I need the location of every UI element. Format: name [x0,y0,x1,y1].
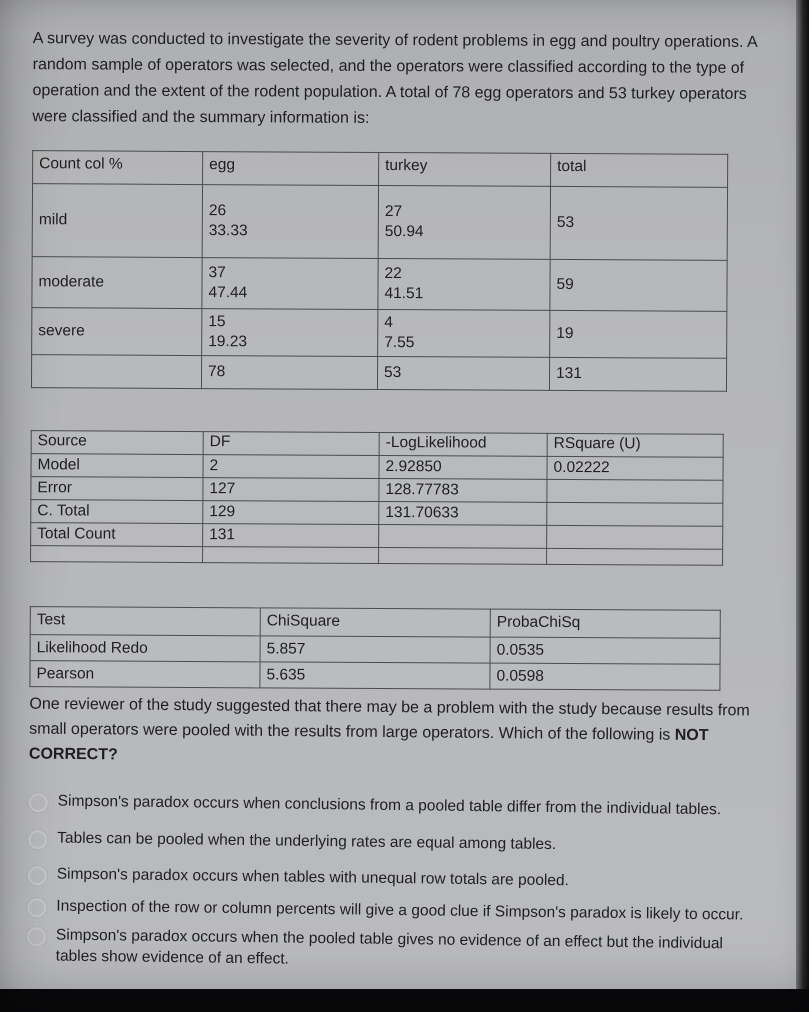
cell: Pearson [30,661,260,688]
cell [379,524,547,548]
cell [378,258,550,310]
count-value: 26 [208,202,227,220]
cell [378,185,550,259]
col-header: turkey [379,152,551,186]
cell [547,525,723,549]
count-value: 27 [384,203,403,221]
table-row [30,635,720,665]
screen-edge-right [796,0,809,1012]
col-header: ProbaChiSq [490,609,720,638]
cell [547,502,723,526]
table-header-row [33,151,728,188]
cell: 5.857 [260,636,490,663]
row-label [31,355,201,389]
cell: 59 [550,259,727,311]
table-row [32,257,727,312]
colpct-value: 47.44 [208,284,248,302]
colpct-value: 33.33 [208,222,248,240]
table-row [31,355,726,392]
cell [547,479,723,503]
table-row [30,661,720,691]
row-label: mild [32,184,202,258]
cell: 131 [549,357,726,391]
answer-option[interactable] [27,924,752,975]
row-label: moderate [32,257,202,309]
cell: 2.92850 [379,455,547,479]
cell: 2 [203,455,379,479]
table-header-row [30,607,720,639]
radio-button[interactable] [27,898,46,917]
col-header: Source [31,431,203,455]
colpct-value: 41.51 [384,285,424,303]
cell: Total Count [31,523,203,547]
cell: Error [31,477,203,501]
question-prefix: One reviewer of the study suggested that there may be a problem with the study because results from small operators were pooled with the results from large operators. Which of the following is [29,695,750,744]
cell: 5.635 [260,662,490,689]
option-label: Simpson's paradox occurs when tables with unequal row totals are pooled. [56,865,570,890]
col-header: Test [30,607,260,636]
cell [379,547,547,564]
colpct-value: 7.55 [384,334,415,352]
cell [202,309,378,357]
cell: 53 [550,186,727,260]
cell: 78 [201,356,377,390]
intro-paragraph: A survey was conducted to investigate the severity of rodent problems in egg and poultry operations. A random sample of operators was selected, and the operators were classified according to the type of operation and the extent of the rodent population. A total of 78 egg operators and 53 turkey operators were classified and the summary information is: [32,30,757,127]
option-label: Simpson's paradox occurs when conclusions from a pooled table differ from the individual tables. [57,792,722,819]
radio-button[interactable] [28,866,47,885]
table-row [32,308,727,359]
radio-button[interactable] [29,793,48,812]
cell: 0.0535 [490,637,720,664]
radio-button[interactable] [27,927,46,946]
cell: 0.0598 [490,663,720,690]
col-header: Count col % [33,151,203,185]
cell: Model [31,454,203,478]
count-value: 37 [208,264,226,282]
row-label: severe [32,308,202,356]
answer-option[interactable] [28,863,753,894]
model-fit-table [30,430,724,566]
cell [202,185,378,259]
col-header: egg [203,152,379,186]
severity-count-table [31,150,728,392]
screen-edge-bottom [0,989,809,1012]
col-header: DF [203,432,379,456]
radio-button[interactable] [28,830,47,849]
cell: 127 [203,478,379,502]
answer-option[interactable] [28,827,753,858]
cell [547,548,723,565]
colpct-value: 50.94 [384,223,424,241]
col-header: RSquare (U) [547,433,723,457]
cell [378,309,550,357]
cell: 129 [203,501,379,525]
cell: 53 [377,356,549,390]
count-value: 15 [208,313,226,331]
cell: 131 [203,524,379,548]
answer-option[interactable] [29,790,754,821]
answer-options [27,790,759,976]
cell: Likelihood Redo [30,635,260,662]
option-label: Inspection of the row or column percents will give a good clue if Simpson's paradox is likely to occur. [56,897,744,924]
cell: 128.77783 [379,478,547,502]
table-row [32,184,727,261]
question-emphasis: NOT CORRECT? [28,726,709,764]
option-label: Simpson's paradox occurs when the pooled table gives no evidence of an effect but the individual tables show evidence of an effect. [55,926,724,968]
count-value: 22 [384,265,402,283]
option-label: Tables can be pooled when the underlying rates are equal among tables. [57,829,557,854]
cell [203,547,379,564]
question-text [29,692,760,774]
table-row [31,546,723,566]
cell: 131.70633 [379,501,547,525]
cell: 0.02222 [547,456,723,480]
col-header: total [551,153,728,187]
cell [31,546,203,563]
col-header: -LogLikelihood [379,432,547,456]
chi-square-test-table [29,606,720,691]
cell: C. Total [31,500,203,524]
colpct-value: 19.23 [208,333,248,351]
answer-option[interactable] [27,895,752,926]
cell [202,258,378,310]
count-value: 4 [384,314,393,332]
col-header: ChiSquare [260,608,490,637]
cell: 19 [550,310,727,358]
